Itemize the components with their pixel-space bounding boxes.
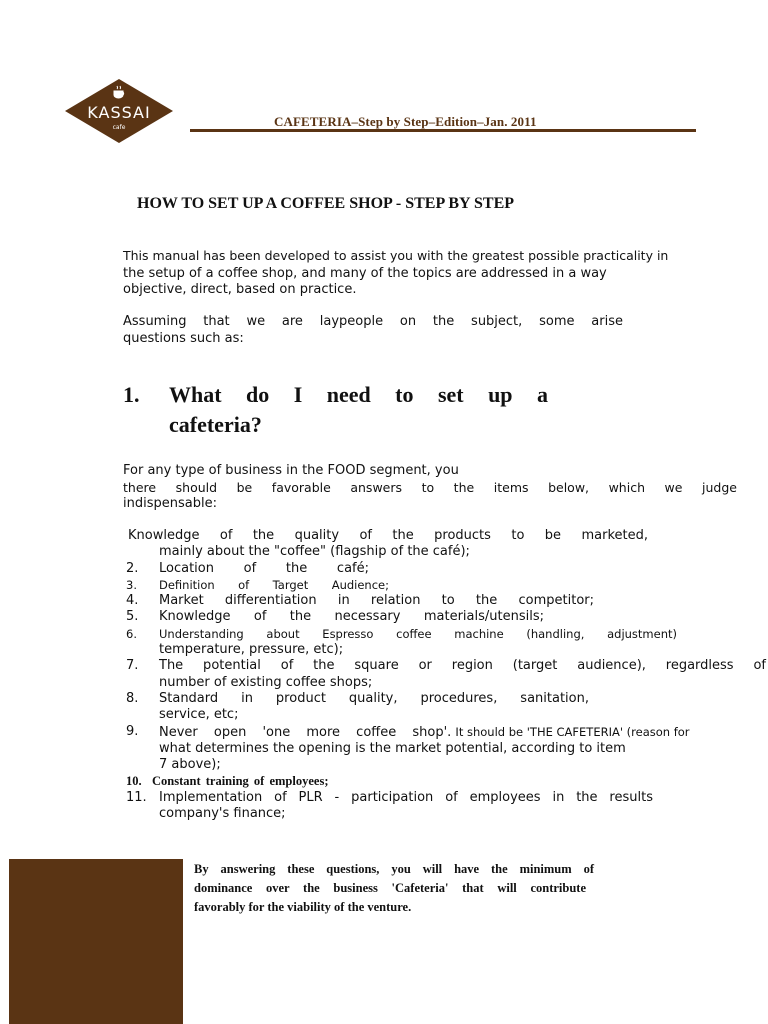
list-item <box>126 691 766 724</box>
list-item <box>126 724 766 774</box>
closing-line: By answering these questions, you will have the minimum of <box>194 862 594 876</box>
intro-line: the setup of a coffee shop, and many of the topics are addressed in a way <box>123 265 607 281</box>
page-title: HOW TO SET UP A COFFEE SHOP - STEP BY STEP <box>137 195 515 212</box>
kassai-cafe-logo <box>64 78 174 144</box>
item-number: 10. <box>126 774 142 789</box>
closing-line: dominance over the business 'Cafeteria' that will contribute <box>194 881 586 895</box>
item-text: Knowledge of the quality of the products to be marketed, <box>128 528 648 543</box>
assume-line: Assuming that we are laypeople on the subject, some arise <box>123 314 623 329</box>
heading-line: cafeteria? <box>169 412 262 437</box>
requirements-list <box>126 528 766 822</box>
assume-line: questions such as: <box>123 330 244 346</box>
item-text: Market differentiation in relation to the competitor; <box>159 593 594 609</box>
item-number: 9. <box>126 723 139 739</box>
closing-line: favorably for the viability of the venture. <box>194 900 412 914</box>
item-number: 3. <box>126 577 137 592</box>
item-text: Constant training of employees; <box>152 774 329 789</box>
list-item <box>126 609 766 625</box>
logo-brand: KASSAI <box>87 103 151 122</box>
item-text: number of existing coffee shops; <box>159 674 373 690</box>
food-line: indispensable: <box>123 496 217 511</box>
item-text: Understanding about Espresso coffee machine (handling, adjustment) <box>159 626 677 641</box>
item-text: Knowledge of the necessary materials/utensils; <box>159 609 544 625</box>
heading-number: 1. <box>123 382 140 407</box>
item-text: company's finance; <box>159 806 286 822</box>
item-text: Never open 'one more coffee shop'. <box>159 724 452 740</box>
food-line: For any type of business in the FOOD segment, you <box>123 463 459 478</box>
heading-line: What do I need to set up a <box>169 382 548 407</box>
item-text: temperature, pressure, etc); <box>159 642 344 658</box>
intro-line: This manual has been developed to assist you with the greatest possible practicality in <box>123 248 669 263</box>
intro-paragraph <box>123 248 698 299</box>
item-number: 11. <box>126 789 147 805</box>
item-text: 7 above); <box>159 757 221 773</box>
closing-paragraph <box>194 860 594 917</box>
item-text: mainly about the "coffee" (flagship of the café); <box>159 544 470 560</box>
header-rule <box>190 129 696 132</box>
list-item <box>126 626 766 659</box>
list-item <box>126 658 766 691</box>
item-number: 7. <box>126 658 139 674</box>
header-title: CAFETERIA–Step by Step–Edition–Jan. 2011 <box>274 114 537 129</box>
list-item <box>126 577 766 593</box>
intro-line: objective, direct, based on practice. <box>123 282 357 297</box>
item-number: 4. <box>126 593 139 609</box>
food-paragraph <box>123 463 737 513</box>
list-item <box>126 561 766 577</box>
item-text: what determines the opening is the market potential, according to item <box>159 740 626 756</box>
logo-sub: cafe <box>112 124 126 131</box>
item-number: 8. <box>126 690 139 706</box>
list-item <box>126 790 766 823</box>
item-text: The potential of the square or region (target audience), regardless of <box>159 658 766 674</box>
list-item <box>126 773 766 789</box>
item-text: Location of the café; <box>159 560 369 576</box>
item-text: Implementation of PLR - participation of employees in the results <box>159 789 653 805</box>
section-heading <box>123 380 548 440</box>
decorative-brown-block <box>9 859 183 1024</box>
item-number: 5. <box>126 609 139 625</box>
list-item <box>126 593 766 609</box>
item-text: service, etc; <box>159 707 239 723</box>
food-line: there should be favorable answers to the items below, which we judge <box>123 479 737 495</box>
list-item <box>126 528 766 561</box>
item-number: 2. <box>126 560 139 576</box>
item-number: 6. <box>126 626 137 641</box>
item-text: Definition of Target Audience; <box>159 577 389 592</box>
assume-paragraph <box>123 314 623 347</box>
item-text: It should be 'THE CAFETERIA' (reason for <box>455 724 690 739</box>
item-text: Standard in product quality, procedures, sanitation, <box>159 690 589 706</box>
